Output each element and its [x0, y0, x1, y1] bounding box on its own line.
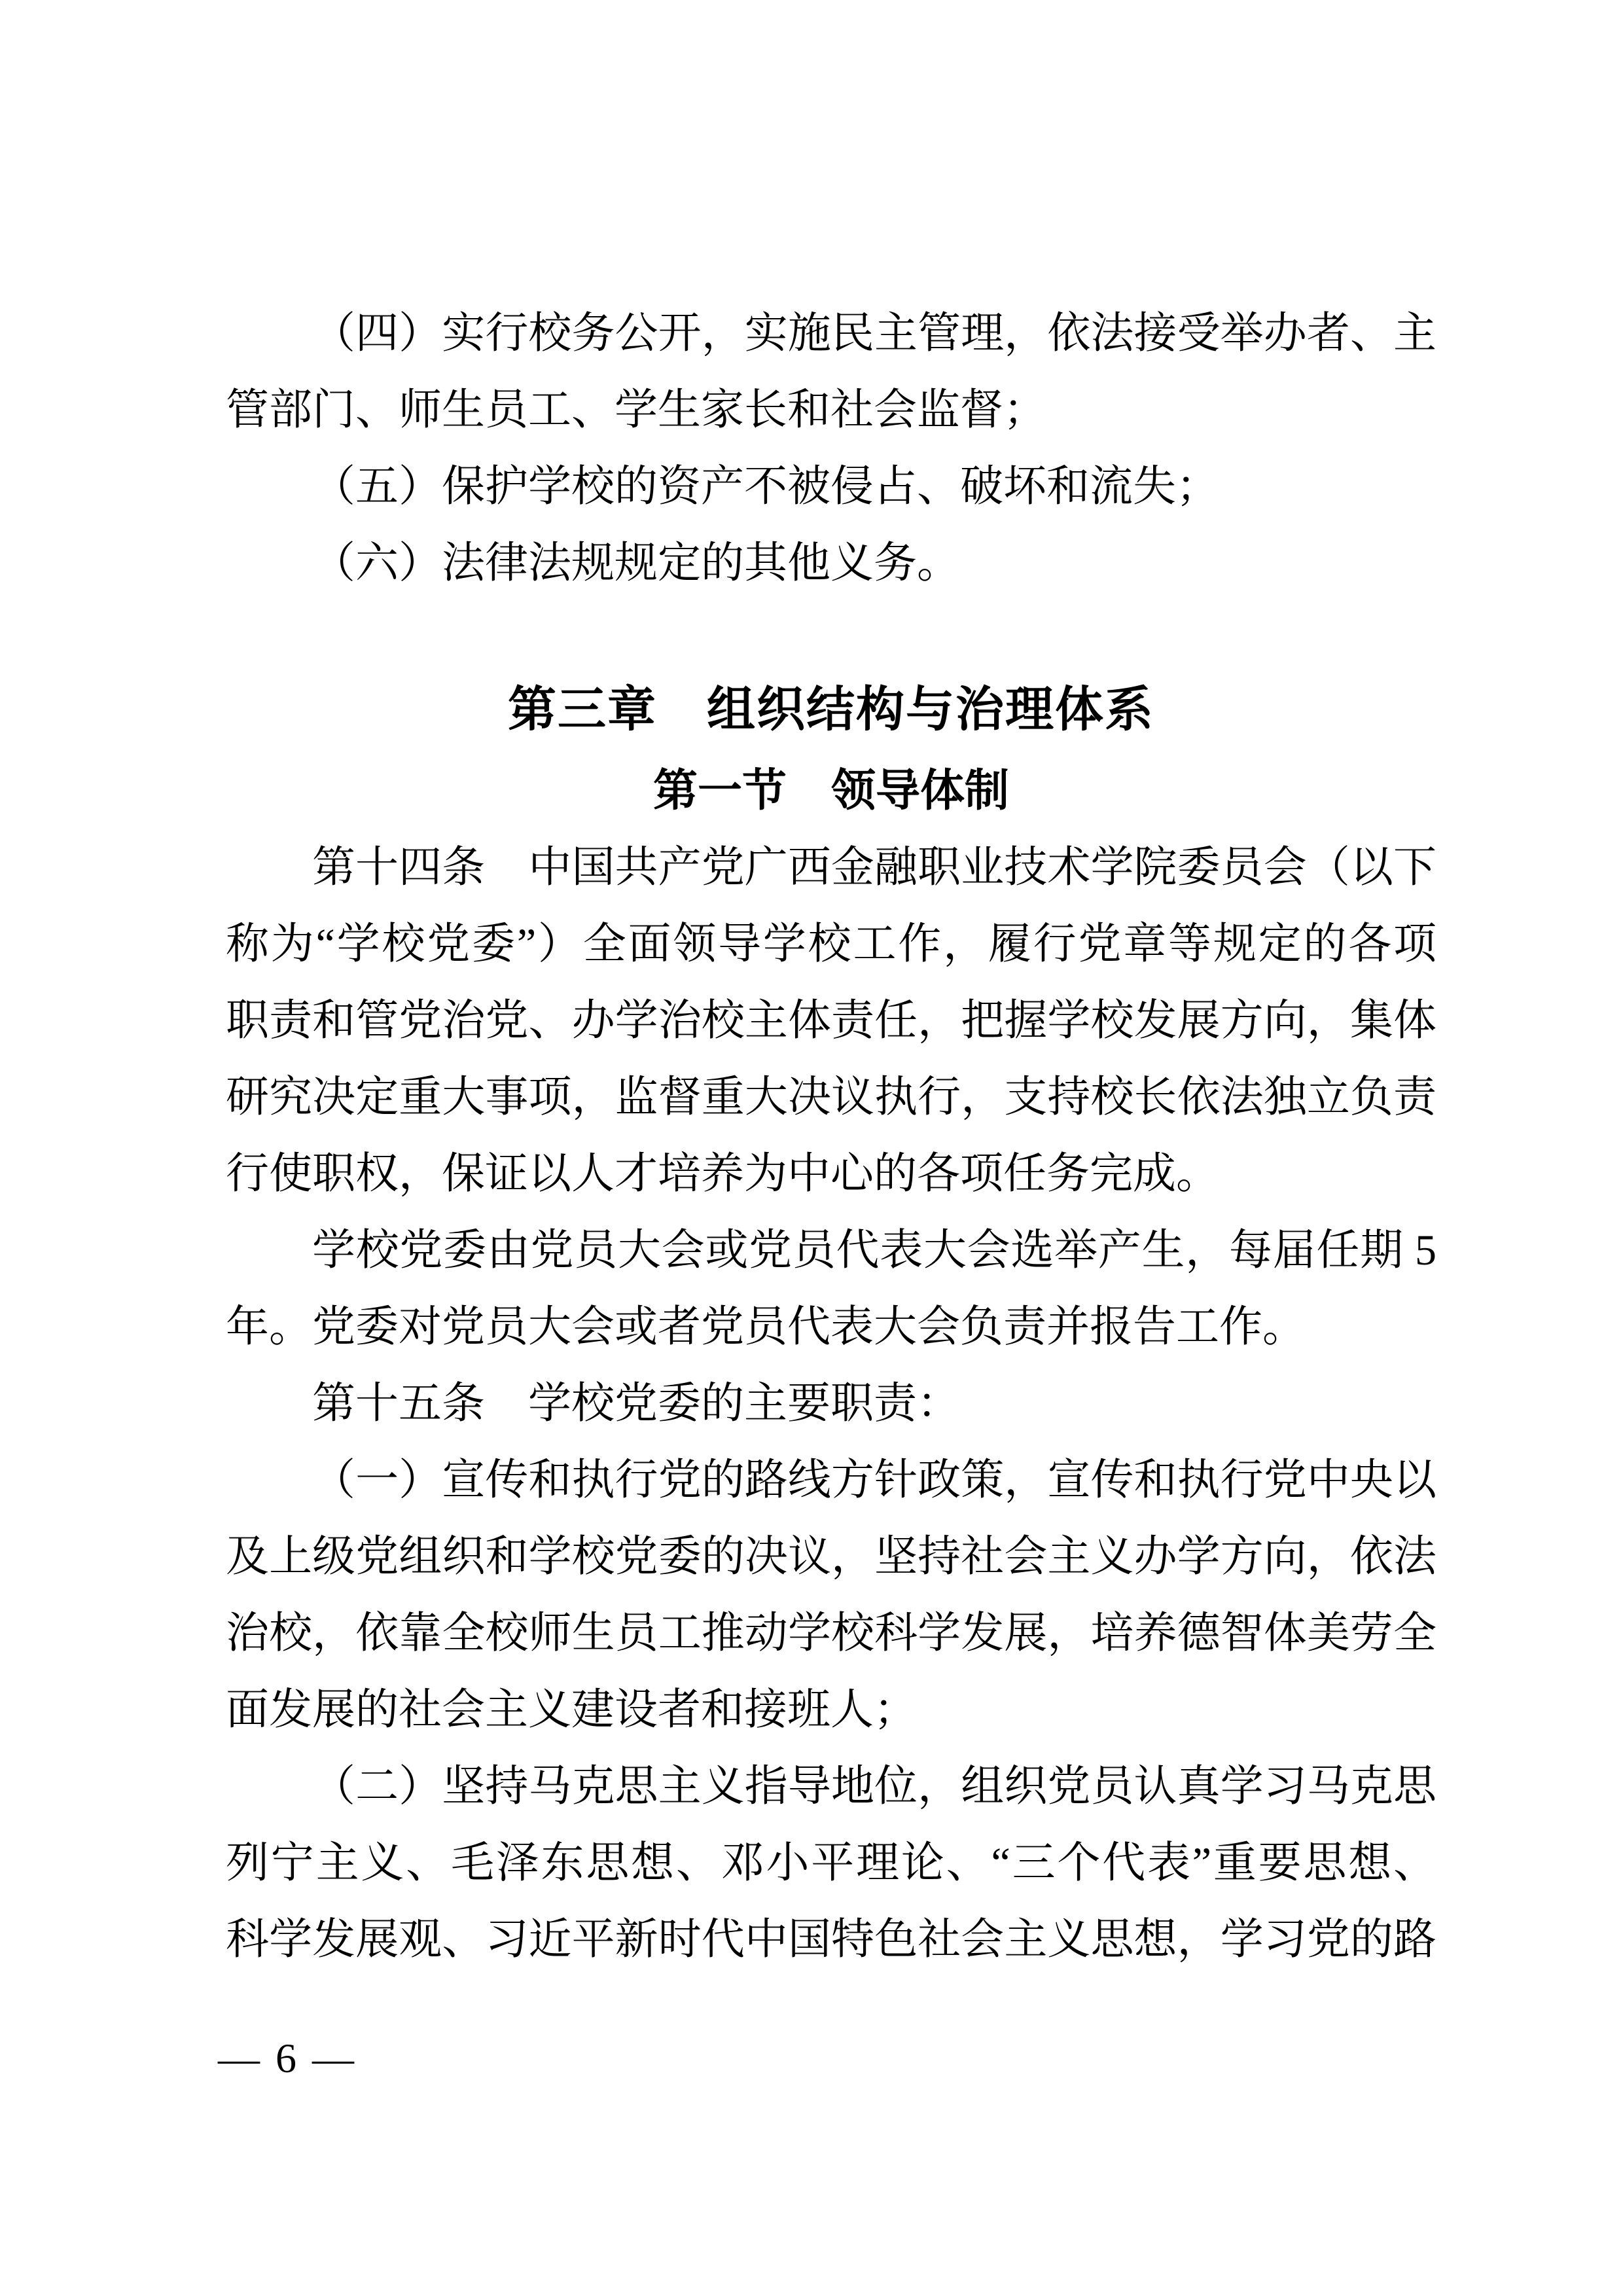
- page-number: — 6 —: [218, 2035, 357, 2081]
- clause-item-6: [226, 525, 1436, 601]
- text-line: （一）宣传和执行党的路线方针政策，宣传和执行党中央以: [312, 1456, 1436, 1504]
- text-line: 研究决定重大事项，监督重大决议执行，支持校长依法独立负责: [226, 1073, 1436, 1121]
- text-line: 行使职权，保证以人才培养为中心的各项任务完成。: [226, 1150, 1219, 1198]
- text-line: 第十四条 中国共产党广西金融职业技术学院委员会（以下: [312, 844, 1436, 891]
- chapter-heading: 第三章 组织结构与治理体系: [508, 682, 1154, 736]
- text-line: （四）实行校务公开，实施民主管理，依法接受举办者、主: [312, 310, 1436, 357]
- text-line: 及上级党组织和学校党委的决议，坚持社会主义办学方向，依法: [226, 1533, 1436, 1581]
- text-line: 治校，依靠全校师生员工推动学校科学发展，培养德智体美劳全: [226, 1609, 1436, 1657]
- text-line: （二）坚持马克思主义指导地位，组织党员认真学习马克思: [312, 1763, 1436, 1810]
- document-body: [226, 295, 1436, 1978]
- party-committee-term-paragraph: [226, 1212, 1436, 1365]
- text-line: 第十五条 学校党委的主要职责：: [312, 1380, 960, 1427]
- duty-item-2-paragraph: [226, 1748, 1436, 1978]
- text-line: （五）保护学校的资产不被侵占、破坏和流失；: [312, 463, 1219, 511]
- section-heading: 第一节 领导体制: [652, 766, 1009, 816]
- text-line: 列宁主义、毛泽东思想、邓小平理论、“三个代表”重要思想、: [226, 1839, 1436, 1887]
- text-line: 面发展的社会主义建设者和接班人；: [226, 1686, 917, 1734]
- text-line: 科学发展观、习近平新时代中国特色社会主义思想，学习党的路: [226, 1916, 1436, 1964]
- text-line: 管部门、师生员工、学生家长和社会监督；: [226, 386, 1046, 434]
- article-14-paragraph: [226, 829, 1436, 1212]
- text-line: 年。党委对党员大会或者党员代表大会负责并报告工作。: [226, 1303, 1306, 1351]
- text-line: （六）法律法规规定的其他义务。: [312, 539, 960, 587]
- text-line: 称为“学校党委”）全面领导学校工作，履行党章等规定的各项: [226, 920, 1436, 968]
- clause-item-5: [226, 448, 1436, 525]
- clause-item-4: [226, 295, 1436, 448]
- article-15-paragraph: [226, 1365, 1436, 1442]
- duty-item-1-paragraph: [226, 1442, 1436, 1748]
- text-line: 职责和管党治党、办学治校主体责任，把握学校发展方向，集体: [226, 997, 1436, 1045]
- text-line: 学校党委由党员大会或党员代表大会选举产生，每届任期 5: [312, 1227, 1436, 1274]
